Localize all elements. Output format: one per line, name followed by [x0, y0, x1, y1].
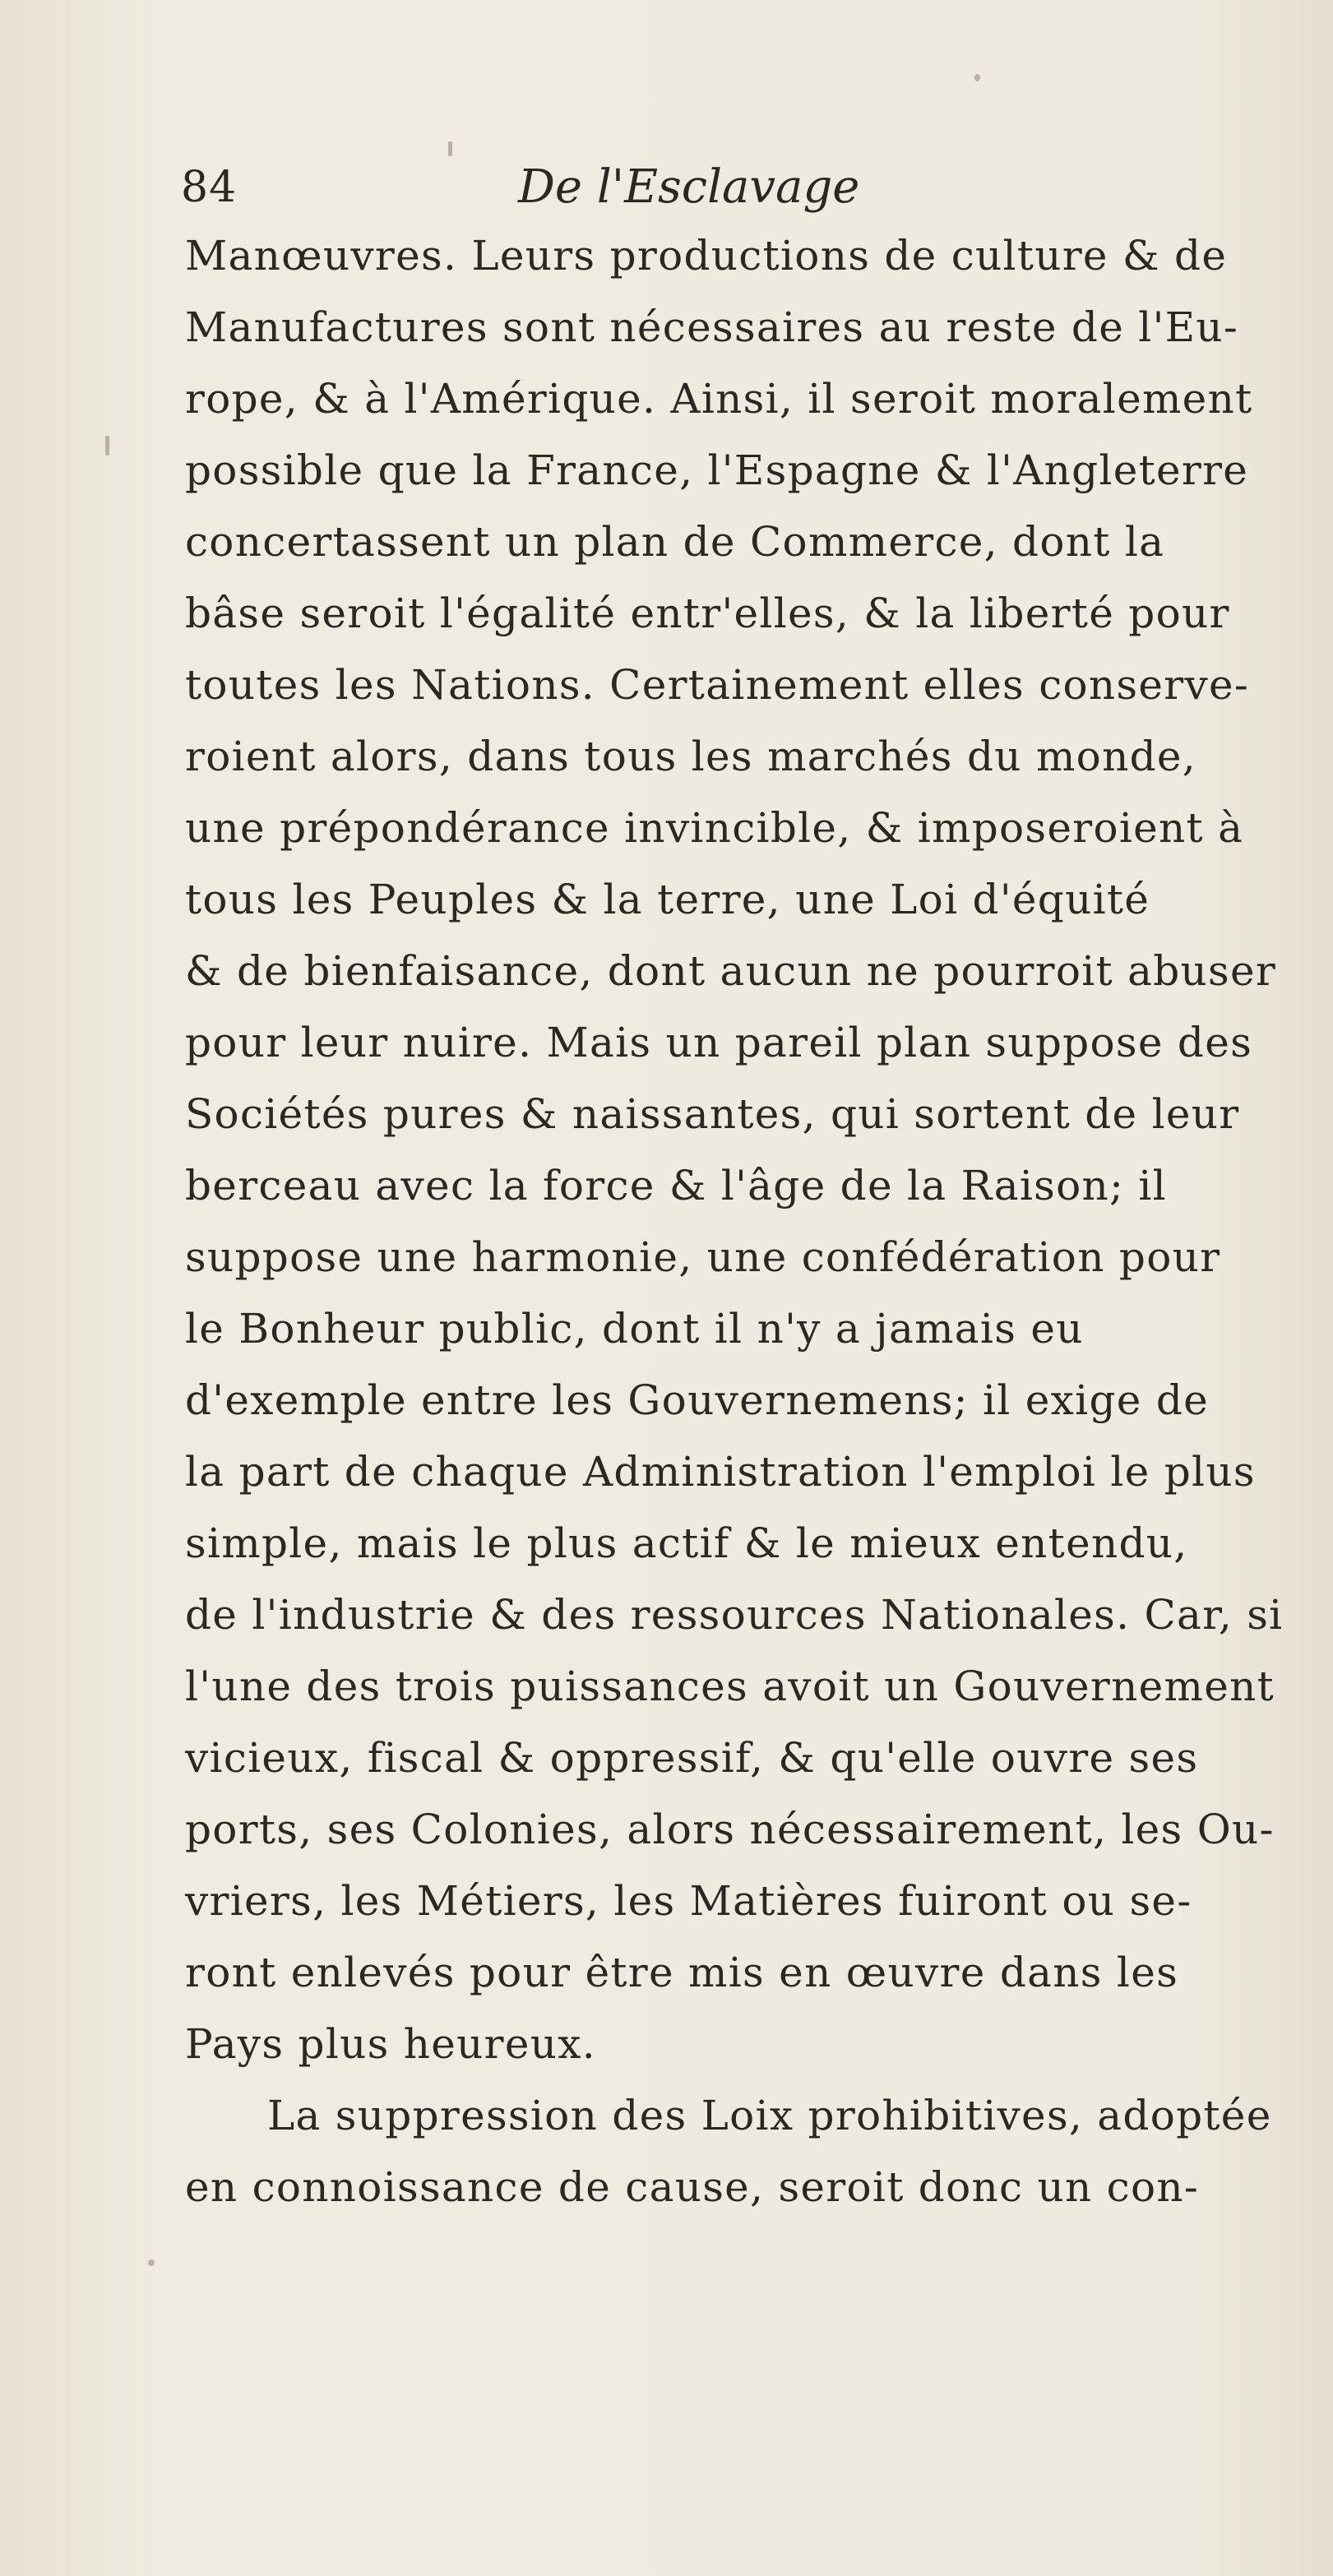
text-line: vicieux, fiscal & oppressif, & qu'elle ouvre ses	[185, 1734, 1199, 1782]
text-line: tous les Peuples & la terre, une Loi d'équité	[185, 876, 1150, 923]
text-line: pour leur nuire. Mais un pareil plan suppose des	[185, 1019, 1253, 1066]
text-line: ront enlevés pour être mis en œuvre dans les	[185, 1949, 1179, 1996]
text-line: berceau avec la force & l'âge de la Raison; il	[185, 1162, 1167, 1209]
body-text	[185, 220, 1333, 2223]
text-line: en connoissance de cause, seroit donc un con-	[185, 2163, 1200, 2211]
paragraph-start-line: La suppression des Loix prohibitives, adoptée	[267, 2092, 1272, 2139]
ink-speck	[105, 436, 109, 456]
text-line: rope, & à l'Amérique. Ainsi, il seroit moralement	[185, 375, 1253, 423]
text-line: une prépondérance invincible, & imposeroient à	[185, 804, 1244, 852]
text-line: toutes les Nations. Certainement elles conserve-	[185, 661, 1250, 709]
text-line: de l'industrie & des ressources Nationales. Car, si	[185, 1591, 1284, 1639]
text-line: Pays plus heureux.	[185, 2020, 596, 2068]
page-number: 84	[181, 163, 238, 212]
text-line: bâse seroit l'égalité entr'elles, & la liberté pour	[185, 590, 1230, 637]
text-line: concertassent un plan de Commerce, dont la	[185, 518, 1165, 566]
text-line: possible que la France, l'Espagne & l'Angleterre	[185, 446, 1249, 494]
ink-speck	[974, 74, 980, 81]
text-line: l'une des trois puissances avoit un Gouvernement	[185, 1663, 1275, 1710]
text-line: ports, ses Colonies, alors nécessairement, les Ou-	[185, 1806, 1275, 1853]
text-line: suppose une harmonie, une confédération pour	[185, 1233, 1221, 1281]
page-header	[181, 155, 1275, 220]
text-line: Sociétés pures & naissantes, qui sortent de leur	[185, 1090, 1240, 1138]
ink-speck	[148, 2259, 155, 2266]
text-line: & de bienfaisance, dont aucun ne pourroit abuser	[185, 947, 1277, 995]
text-line: vriers, les Métiers, les Matières fuiront ou se-	[185, 1877, 1192, 1925]
text-line: le Bonheur public, dont il n'y a jamais eu	[185, 1305, 1084, 1353]
text-line: simple, mais le plus actif & le mieux entendu,	[185, 1519, 1188, 1567]
text-line: la part de chaque Administration l'emploi le plus	[185, 1448, 1256, 1496]
text-line: d'exemple entre les Gouvernemens; il exige de	[185, 1376, 1210, 1424]
text-line: Manufactures sont nécessaires au reste de l'Eu-	[185, 303, 1239, 351]
text-line: roient alors, dans tous les marchés du monde,	[185, 733, 1196, 780]
text-line: Manœuvres. Leurs productions de culture & de	[185, 232, 1228, 280]
running-title: De l'Esclavage	[518, 160, 860, 214]
